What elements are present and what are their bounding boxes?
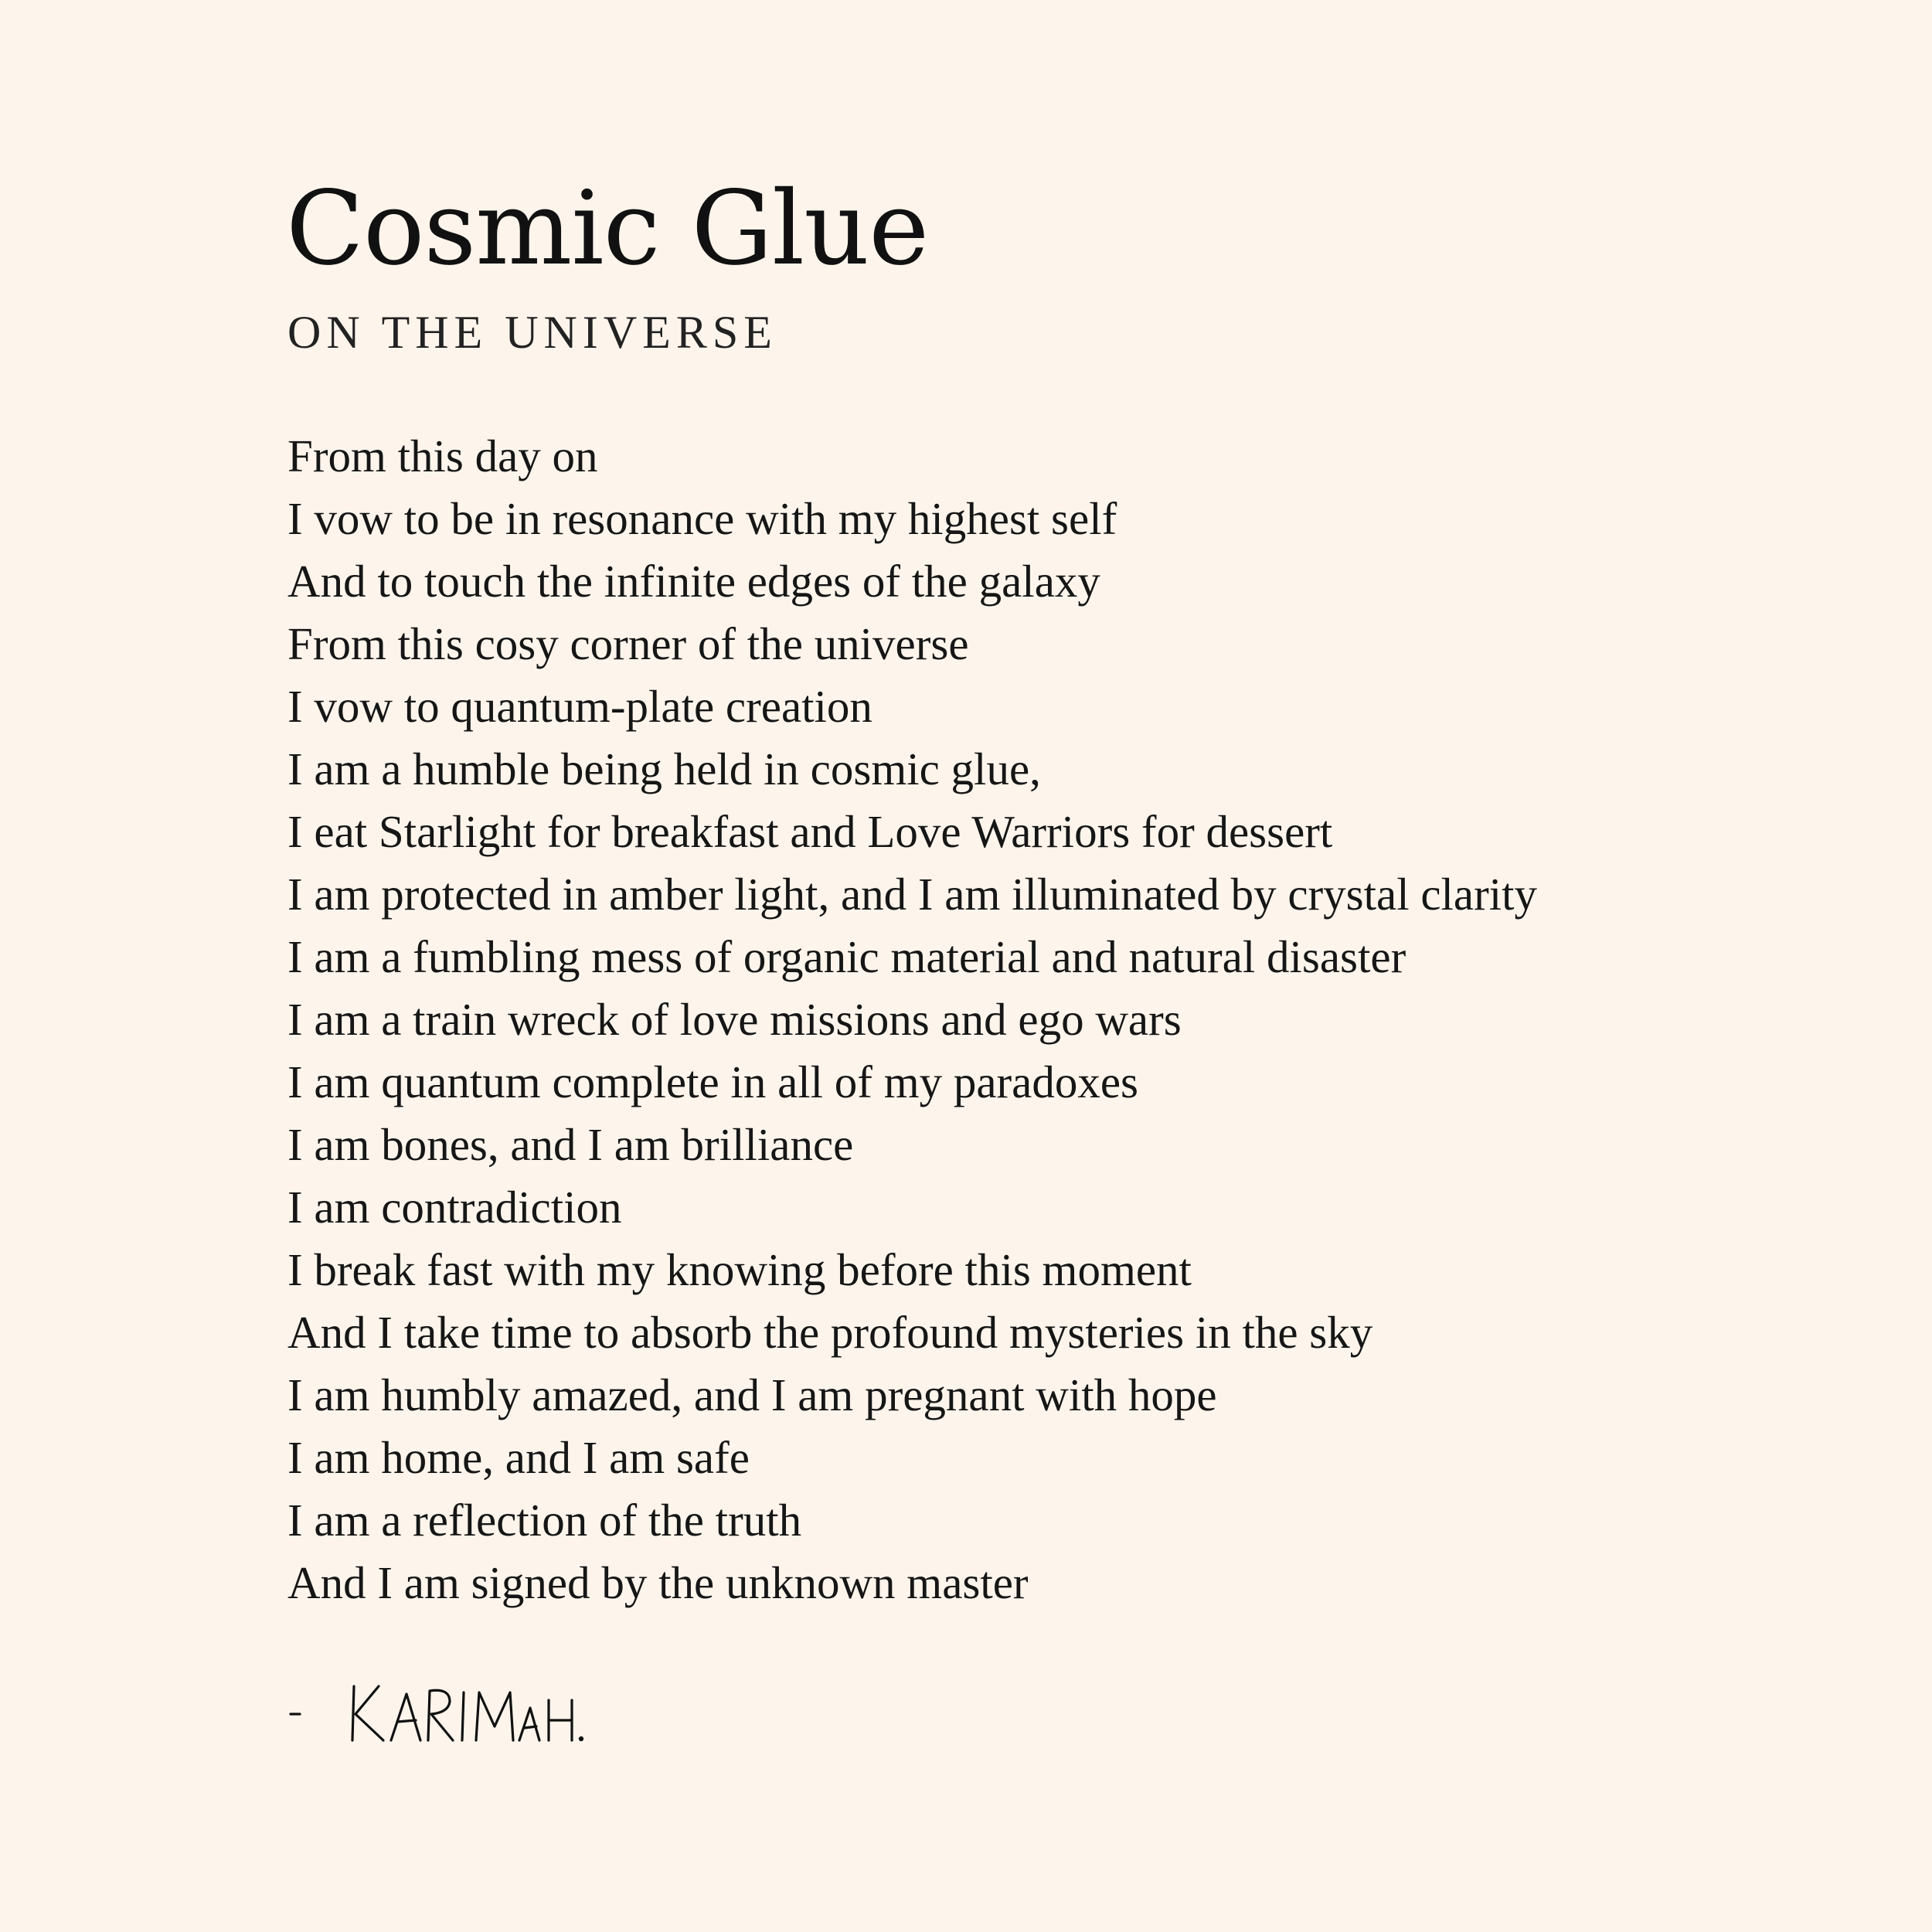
poem-line: I am bones, and I am brilliance [287,1119,854,1170]
poem-line: From this cosy corner of the universe [287,618,969,669]
handwritten-signature [287,1669,658,1754]
poem-line: I am a reflection of the truth [287,1495,802,1546]
poem-line: From this day on [287,430,598,481]
poem-line: I break fast with my knowing before this moment [287,1244,1192,1295]
poem-line: I am quantum complete in all of my paradoxes [287,1056,1139,1107]
poem-line: I vow to quantum-plate creation [287,681,872,732]
poem-line: I am protected in amber light, and I am illuminated by crystal clarity [287,869,1538,920]
poem-subtitle: ON THE UNIVERSE [287,307,777,358]
poem-line: I am a humble being held in cosmic glue, [287,743,1041,794]
poem-line: I am a fumbling mess of organic material and natural disaster [287,931,1406,982]
poem-line: And to touch the infinite edges of the galaxy [287,556,1100,607]
poem-title: Cosmic Glue [286,169,929,288]
poem-line: I eat Starlight for breakfast and Love Warriors for dessert [287,806,1333,857]
poem-line: I am a train wreck of love missions and ego wars [287,994,1182,1045]
poem-line: And I am signed by the unknown master [287,1557,1029,1608]
poem-line: I am contradiction [287,1182,622,1233]
poem-line: I am humbly amazed, and I am pregnant with hope [287,1369,1217,1420]
poem-body [287,425,1537,1614]
poem-line: I vow to be in resonance with my highest self [287,493,1117,544]
poem-line: And I take time to absorb the profound mysteries in the sky [287,1307,1373,1358]
poem-line: I am home, and I am safe [287,1432,750,1483]
